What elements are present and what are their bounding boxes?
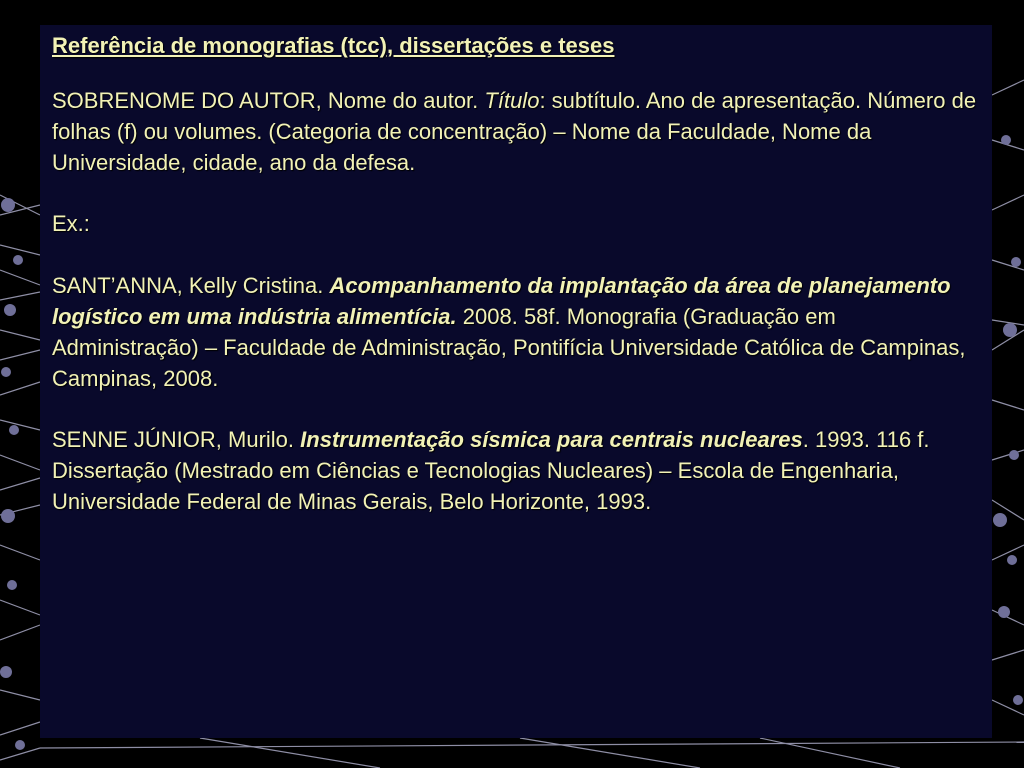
network-line [0, 292, 40, 300]
network-line [0, 330, 40, 340]
network-line [40, 742, 1024, 748]
example-reference-1 [52, 270, 984, 394]
network-line [992, 400, 1024, 410]
network-node [15, 740, 25, 750]
network-node [4, 304, 16, 316]
model-rest-part: : subtítulo. Ano de apresentação. Número de folhas (f) ou volumes. (Categoria de concentração) – Nome da Faculdade, Nome da Universidade, cidade, ano da defesa. [52, 88, 977, 175]
network-node [1007, 555, 1017, 565]
network-line [0, 350, 40, 360]
example1-rest: 2008. 58f. Monografia (Graduação em Administração) – Faculdade de Administração, Pontifícia Universidade Católica de Campinas, Campinas, 2008. [52, 304, 966, 391]
network-line [992, 195, 1024, 210]
slide-content [52, 33, 984, 547]
network-line [0, 625, 40, 640]
model-title-italic: Título [484, 88, 540, 113]
network-line [0, 478, 40, 490]
network-line [0, 245, 40, 255]
network-node [1011, 257, 1021, 267]
network-node [998, 606, 1010, 618]
network-line [0, 455, 40, 470]
network-node [1009, 450, 1019, 460]
example1-title: Acompanhamento da implantação da área de planejamento logístico em uma indústria alimentícia. [52, 273, 951, 329]
example-label: Ex.: [52, 211, 90, 236]
example2-title: Instrumentação sísmica para centrais nucleares [300, 427, 803, 452]
example-reference-2 [52, 424, 984, 517]
network-node [1, 509, 15, 523]
network-node [1, 367, 11, 377]
example1-author: SANT’ANNA, Kelly Cristina. [52, 273, 330, 298]
network-node [1013, 695, 1023, 705]
network-node [993, 513, 1007, 527]
slide-panel [40, 25, 992, 738]
network-node [13, 255, 23, 265]
network-line [200, 738, 380, 768]
network-node [1001, 135, 1011, 145]
network-line [0, 690, 40, 700]
network-line [992, 80, 1024, 95]
network-line [0, 420, 40, 430]
network-node [1, 198, 15, 212]
network-line [520, 738, 700, 768]
network-line [0, 722, 40, 735]
slide-heading: Referência de monografias (tcc), dissertações e teses [52, 33, 615, 58]
network-line [992, 450, 1024, 460]
reference-model [52, 85, 984, 178]
model-author-part: SOBRENOME DO AUTOR, Nome do autor. [52, 88, 485, 113]
network-line [0, 382, 40, 395]
example2-rest: . 1993. 116 f. Dissertação (Mestrado em Ciências e Tecnologias Nucleares) – Escola de Engenharia, Universidade Federal de Minas Gerais, Belo Horizonte, 1993. [52, 427, 930, 514]
network-line [0, 545, 40, 560]
example2-author: SENNE JÚNIOR, Murilo. [52, 427, 301, 452]
network-line [0, 600, 40, 615]
network-line [0, 270, 40, 285]
network-node [0, 666, 12, 678]
network-node [9, 425, 19, 435]
network-node [7, 580, 17, 590]
network-node [1003, 323, 1017, 337]
network-line [992, 650, 1024, 660]
